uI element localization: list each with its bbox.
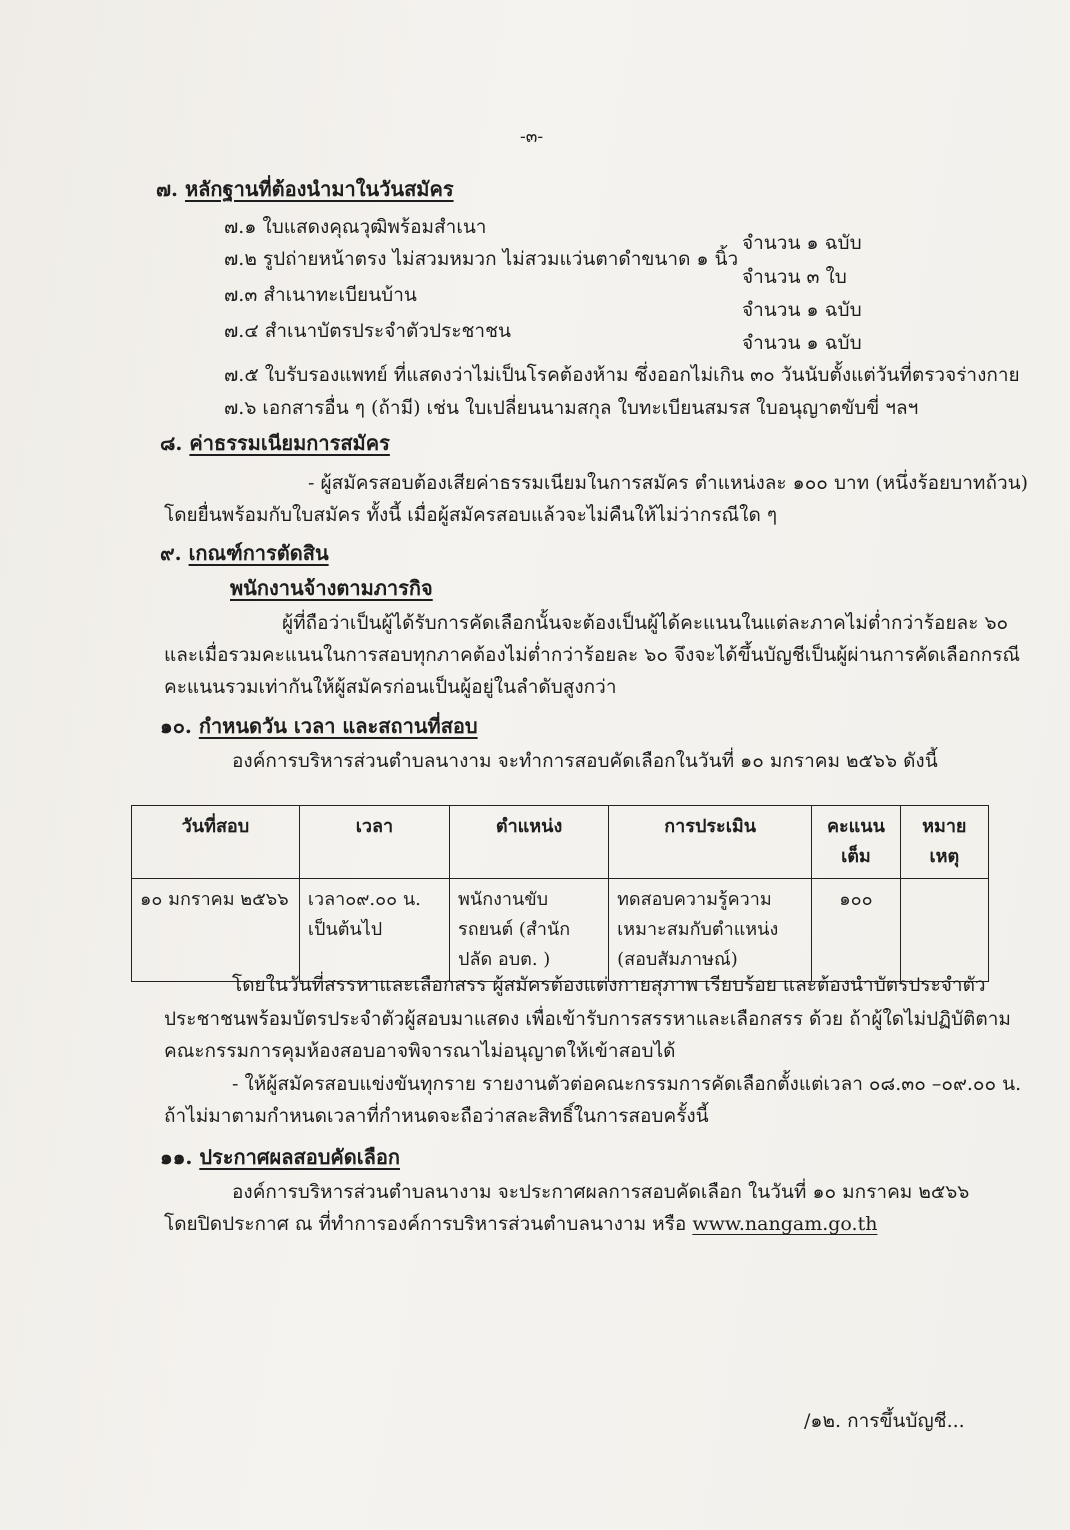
continuation-note: /๑๒. การขึ้นบัญชี... — [804, 1410, 965, 1432]
item-7-5: ๗.๕ ใบรับรองแพทย์ ที่แสดงว่าไม่เป็นโรคต้องห้าม ซึ่งออกไม่เกิน ๓๐ วันนับตั้งแต่วันที่ตรวจร่างกาย — [224, 364, 1020, 386]
section-11-heading — [160, 1144, 400, 1170]
col-header-note: หมาย เหตุ — [900, 806, 988, 879]
section-10-after-1: โดยในวันที่สรรหาและเลือกสรร ผู้สมัครต้องแต่งกายสุภาพ เรียบร้อย และต้องนำบัตรประจำตัว — [232, 974, 986, 996]
cell-score: ๑๐๐ — [812, 879, 900, 982]
col-header-full-score: คะแนน เต็ม — [812, 806, 900, 879]
item-7-3-qty: จำนวน ๑ ฉบับ — [742, 299, 862, 321]
item-7-4: ๗.๔ สำเนาบัตรประจำตัวประชาชน — [224, 320, 511, 342]
cell-assessment: ทดสอบความรู้ความเหมาะสมกับตำแหน่ง (สอบสัมภาษณ์) — [609, 879, 812, 982]
section-8-line-1: - ผู้สมัครสอบต้องเสียค่าธรรมเนียมในการสมัคร ตำแหน่งละ ๑๐๐ บาท (หนึ่งร้อยบาทถ้วน) — [308, 472, 1029, 494]
item-7-2-qty: จำนวน ๓ ใบ — [742, 266, 847, 288]
section-10-after-3: คณะกรรมการคุมห้องสอบอาจพิจารณาไม่อนุญาตให้เข้าสอบได้ — [164, 1040, 676, 1062]
section-8-title: ค่าธรรมเนียมการสมัคร — [189, 431, 390, 455]
section-11-line-2 — [164, 1211, 877, 1237]
section-9-number: ๙. — [160, 541, 182, 565]
section-10-title: กำหนดวัน เวลา และสถานที่สอบ — [198, 714, 478, 738]
item-7-1: ๗.๑ ใบแสดงคุณวุฒิพร้อมสำเนา — [224, 216, 487, 238]
section-10-heading — [160, 713, 478, 739]
section-10-after-4: - ให้ผู้สมัครสอบแข่งขันทุกราย รายงานตัวต่อคณะกรรมการคัดเลือกตั้งแต่เวลา ๐๘.๓๐ –๐๙.๐๐ น. — [232, 1073, 1022, 1095]
section-7-heading — [156, 176, 454, 202]
page-number: -๓- — [520, 127, 544, 147]
table-row — [132, 879, 989, 982]
section-8-line-2: โดยยื่นพร้อมกับใบสมัคร ทั้งนี้ เมื่อผู้สมัครสอบแล้วจะไม่คืนให้ไม่ว่ากรณีใด ๆ — [164, 504, 778, 526]
cell-date: ๑๐ มกราคม ๒๕๖๖ — [132, 879, 300, 982]
section-7-title: หลักฐานที่ต้องนำมาในวันสมัคร — [184, 177, 454, 201]
website-link[interactable]: www.nangam.go.th — [692, 1213, 878, 1235]
item-7-1-qty: จำนวน ๑ ฉบับ — [742, 232, 862, 254]
section-10-after-2: ประชาชนพร้อมบัตรประจำตัวผู้สอบมาแสดง เพื่อเข้ารับการสรรหาและเลือกสรร ด้วย ถ้าผู้ใดไม่ปฏิบัติตาม — [164, 1008, 1011, 1030]
cell-position: พนักงานขับรถยนต์ (สำนักปลัด อบต. ) — [450, 879, 609, 982]
item-7-3: ๗.๓ สำเนาทะเบียนบ้าน — [224, 284, 417, 306]
col-header-time: เวลา — [299, 806, 449, 879]
item-7-2: ๗.๒ รูปถ่ายหน้าตรง ไม่สวมหมวก ไม่สวมแว่นตาดำขนาด ๑ นิ้ว — [224, 248, 739, 270]
section-9-heading — [160, 540, 329, 566]
exam-schedule-table — [131, 805, 989, 982]
cell-time: เวลา๐๙.๐๐ น. เป็นต้นไป — [299, 879, 449, 982]
section-9-line-2: และเมื่อรวมคะแนนในการสอบทุกภาคต้องไม่ต่ำกว่าร้อยละ ๖๐ จึงจะได้ขึ้นบัญชีเป็นผู้ผ่านการคัดเลือกกรณี — [164, 644, 1021, 666]
table-header-row — [132, 806, 989, 879]
section-9-line-3: คะแนนรวมเท่ากันให้ผู้สมัครก่อนเป็นผู้อยู่ในลำดับสูงกว่า — [164, 676, 617, 698]
section-10-number: ๑๐. — [160, 714, 192, 738]
section-10-intro: องค์การบริหารส่วนตำบลนางาม จะทำการสอบคัดเลือกในวันที่ ๑๐ มกราคม ๒๕๖๖ ดังนี้ — [232, 750, 938, 772]
section-8-number: ๘. — [160, 431, 183, 455]
section-11-line-1: องค์การบริหารส่วนตำบลนางาม จะประกาศผลการสอบคัดเลือก ในวันที่ ๑๐ มกราคม ๒๕๖๖ — [232, 1181, 970, 1203]
section-11-line-2-text: โดยปิดประกาศ ณ ที่ทำการองค์การบริหารส่วนตำบลนางาม หรือ — [164, 1213, 693, 1235]
section-8-heading — [160, 430, 390, 456]
section-9-title: เกณฑ์การตัดสิน — [188, 541, 329, 565]
section-10-after-5: ถ้าไม่มาตามกำหนดเวลาที่กำหนดจะถือว่าสละสิทธิ์ในการสอบครั้งนี้ — [164, 1105, 709, 1127]
col-header-position: ตำแหน่ง — [450, 806, 609, 879]
col-header-date: วันที่สอบ — [132, 806, 300, 879]
section-9-line-1: ผู้ที่ถือว่าเป็นผู้ได้รับการคัดเลือกนั้นจะต้องเป็นผู้ได้คะแนนในแต่ละภาคไม่ต่ำกว่าร้อยละ ๖๐ — [282, 612, 1009, 634]
item-7-4-qty: จำนวน ๑ ฉบับ — [742, 332, 862, 354]
section-11-number: ๑๑. — [160, 1145, 193, 1169]
item-7-6: ๗.๖ เอกสารอื่น ๆ (ถ้ามี) เช่น ใบเปลี่ยนนามสกุล ใบทะเบียนสมรส ใบอนุญาตขับขี่ ฯลฯ — [224, 397, 919, 419]
cell-note — [900, 879, 988, 982]
section-7-number: ๗. — [156, 177, 179, 201]
col-header-assessment: การประเมิน — [609, 806, 812, 879]
section-9-subheading: พนักงานจ้างตามภารกิจ — [230, 576, 433, 600]
section-11-title: ประกาศผลสอบคัดเลือก — [199, 1145, 401, 1169]
